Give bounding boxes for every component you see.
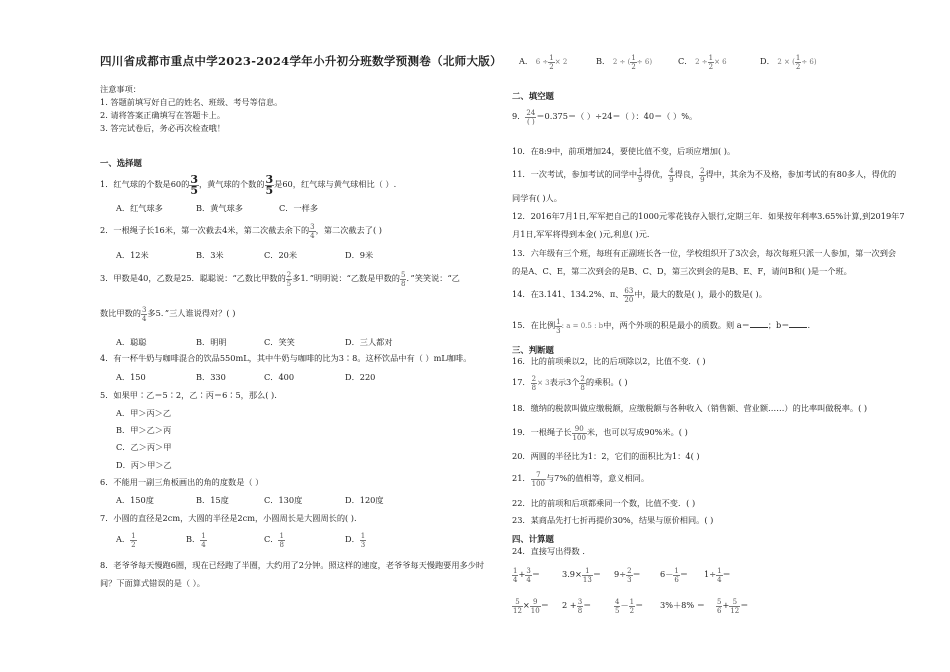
q4-option-c: C．400	[264, 372, 295, 382]
q2-option-b: B．3米	[196, 250, 224, 260]
question-22: 22．比的前项和后项都乘同一个数，比值不变．( )	[512, 498, 696, 508]
q6-option-a: A．150度	[116, 495, 154, 505]
question-11-line-1: 11．一次考试，参加考试的同学中 $\frac{1}{9}$ 得优， $\frac{4}{9}$ 得良， $\frac{2}{9}$ 得中，其余为不及格，参加考试的有80多人，得优的	[512, 166, 897, 184]
question-5: 5．如果甲∶乙＝5∶2，乙∶丙＝6∶5，那么( ).	[100, 390, 277, 400]
q8-option-a: A． 6 ÷ $\frac{1}{2}$ × 2	[519, 53, 568, 71]
question-6: 6．不能用一副三角板画出的角的度数是（ ）	[100, 477, 264, 487]
question-21: 21． $\frac{7}{100}$ 与7%的值相等，意义相同。	[512, 470, 650, 488]
q5-option-a: A．甲＞丙＞乙	[116, 408, 172, 418]
question-13-line-1: 13．六年级有三个班，每班有正副班长各一位，学校组织开了3次会，每次每班只派一人参加，第一次到会	[512, 248, 897, 258]
q6-option-b: B．15度	[196, 495, 229, 505]
question-15: 15．在比例 $\frac{1}{3}$ : a = 0.5 : b中，两个外项的积是最小的质数。则 a＝ ；b＝ .	[512, 317, 811, 335]
q7-option-d: D． $\frac{1}{3}$	[345, 531, 366, 549]
section-choice-heading: 一、选择题	[100, 158, 142, 168]
q1-option-c: C．一样多	[279, 203, 319, 213]
section-calc-heading: 四、计算题	[512, 534, 554, 544]
q7-option-b: B． $\frac{1}{4}$	[186, 531, 206, 549]
question-8-line-2: 间？下面算式错误的是（ ）。	[100, 578, 205, 588]
question-17: 17． $\frac{2}{8}$ × 3表示3个 $\frac{2}{8}$ 的乘积。( )	[512, 374, 628, 392]
q3-option-d: D．三人都对	[345, 337, 393, 347]
q8-option-c: C． 2 ÷ $\frac{1}{2}$ × 6	[678, 53, 727, 71]
question-11-line-2: 同学有( )人。	[512, 193, 562, 203]
q4-option-a: A．150	[116, 372, 146, 382]
q5-option-d: D．丙＞甲＞乙	[116, 460, 172, 470]
q8-option-d: D． 2 × ( $\frac{1}{2}$ ÷ 6)	[760, 53, 817, 71]
q3-option-b: B．明明	[196, 337, 227, 347]
calc-item: $\frac{4}{5}$ － $\frac{1}{2}$ ＝	[615, 597, 644, 615]
question-16: 16．比的前项乘以2，比的后项除以2，比值不变．( )	[512, 356, 706, 366]
q1-option-a: A．红气球多	[116, 203, 163, 213]
q5-option-c: C．乙＞丙＞甲	[116, 442, 172, 452]
question-20: 20．两圆的半径比为1：2，它们的面积比为1：4( )	[512, 451, 700, 461]
q8-option-b: B． 2 ÷ ( $\frac{1}{2}$ ÷ 6)	[596, 53, 653, 71]
question-7: 7．小圆的直径是2cm，大圆的半径是2cm，小圆周长是大圆周长的( ).	[100, 513, 357, 523]
q3-option-c: C．笑笑	[264, 337, 295, 347]
q2-option-a: A．12米	[116, 250, 149, 260]
question-4: 4．有一杯牛奶与咖啡混合的饮品550mL，其中牛奶与咖啡的比为3∶8。这杯饮品中有（ ）mL咖啡。	[100, 353, 472, 363]
q7-option-c: C． $\frac{1}{8}$	[264, 531, 284, 549]
calc-item: $\frac{5}{12}$ × $\frac{9}{10}$ ＝	[513, 597, 549, 615]
calc-item: $\frac{5}{6}$ + $\frac{5}{12}$ ＝	[717, 597, 749, 615]
calc-item: $\frac{1}{4}$ + $\frac{3}{4}$ ＝	[513, 566, 541, 584]
q4-option-d: D．220	[345, 372, 376, 382]
question-24: 24．直接写出得数 ．	[512, 546, 591, 556]
question-10: 10．在8:9中，前项增加24，要使比值不变，后项应增加( )。	[512, 146, 736, 156]
notice-2: 2. 请将答案正确填写在答题卡上。	[100, 110, 226, 120]
exam-title: 四川省成都市重点中学2023-2024学年小升初分班数学预测卷（北师大版）	[100, 54, 502, 68]
question-9: 9． $\frac{24}{( )}$ ＝0.375＝（ ）÷24＝（ ）：40＝（ ）%。	[512, 108, 698, 126]
question-18: 18．缴纳的税款叫做应缴税额，应缴税额与各种收入（销售额、营业额……）的比率叫做税率。( )	[512, 403, 868, 413]
q4-option-b: B．330	[196, 372, 226, 382]
calc-item: 3%＋8% ＝	[660, 600, 705, 610]
notice-1: 1. 答题前填写好自己的姓名、班级、考号等信息。	[100, 97, 283, 107]
question-13-line-2: 的是A、C、E，第二次到会的是B、C、D，第三次到会的是B、E、F，请问B和( )是一个班。	[512, 266, 852, 276]
question-3-line-1: 3．甲数是40，乙数是25．聪聪说：“乙数比甲数的 $\frac{2}{5}$ 多1．”明明说：“乙数是甲数的 $\frac{5}{8}$ ．”笑笑说：“乙	[100, 270, 460, 288]
calc-item: 3.9× $\frac{1}{13}$ ＝	[562, 566, 602, 584]
calc-item: 1÷ $\frac{1}{4}$ ＝	[704, 566, 731, 584]
q5-option-b: B．甲＞乙＞丙	[116, 425, 172, 435]
calc-item: 6－ $\frac{1}{6}$ ＝	[660, 566, 689, 584]
q6-option-d: D．120度	[345, 495, 384, 505]
question-12-line-2: 月1日,军军将得到本金( )元,利息( )元．	[512, 229, 656, 239]
question-12-line-1: 12．2016年7月1日,军军把自己的1000元零花钱存入银行,定期三年．如果按年利率3.65%计算,到2019年7	[512, 211, 905, 221]
q1-option-b: B．黄气球多	[196, 203, 243, 213]
notice-heading: 注意事项：	[100, 84, 141, 94]
question-8-line-1: 8．老爷爷每天慢跑6圈，现在已经跑了半圈，大约用了2分钟。照这样的速度，老爷爷每天慢跑要用多少时	[100, 560, 485, 570]
q3-option-a: A．聪聪	[116, 337, 147, 347]
question-23: 23．某商品先打七折再提价30%，结果与原价相同。( )	[512, 515, 714, 525]
q2-option-c: C．20米	[264, 250, 298, 260]
q7-option-a: A． $\frac{1}{2}$	[116, 531, 136, 549]
notice-3: 3. 答完试卷后，务必再次检查哦！	[100, 123, 226, 133]
section-judge-heading: 三、判断题	[512, 345, 554, 355]
question-1: 1．红气球的个数是60的 $\frac{3}{5}$ ，黄气球的个数的 $\frac{3}{5}$ 是60，红气球与黄气球相比（ ）.	[100, 172, 397, 197]
q6-option-c: C．130度	[264, 495, 303, 505]
calc-item: 9÷ $\frac{2}{3}$ ＝	[614, 566, 641, 584]
calc-item: 2 + $\frac{3}{8}$ ＝	[562, 597, 592, 615]
q2-option-d: D．9米	[345, 250, 374, 260]
question-19: 19．一根绳子长 $\frac{90}{100}$ 米，也可以写成90%米。( )	[512, 424, 688, 442]
section-fill-heading: 二、填空题	[512, 91, 554, 101]
question-2: 2．一根绳子长16米，第一次截去4米，第二次截去余下的 $\frac{3}{4}$ ，第二次截去了( )	[100, 222, 382, 240]
question-3-line-2: 数比甲数的 $\frac{3}{4}$ 多5．”三人谁说得对？( )	[100, 305, 236, 323]
question-14: 14．在3.141、134.2%、π、 $\frac{63}{20}$ 中，最大的数是( )，最小的数是( )。	[512, 286, 767, 304]
